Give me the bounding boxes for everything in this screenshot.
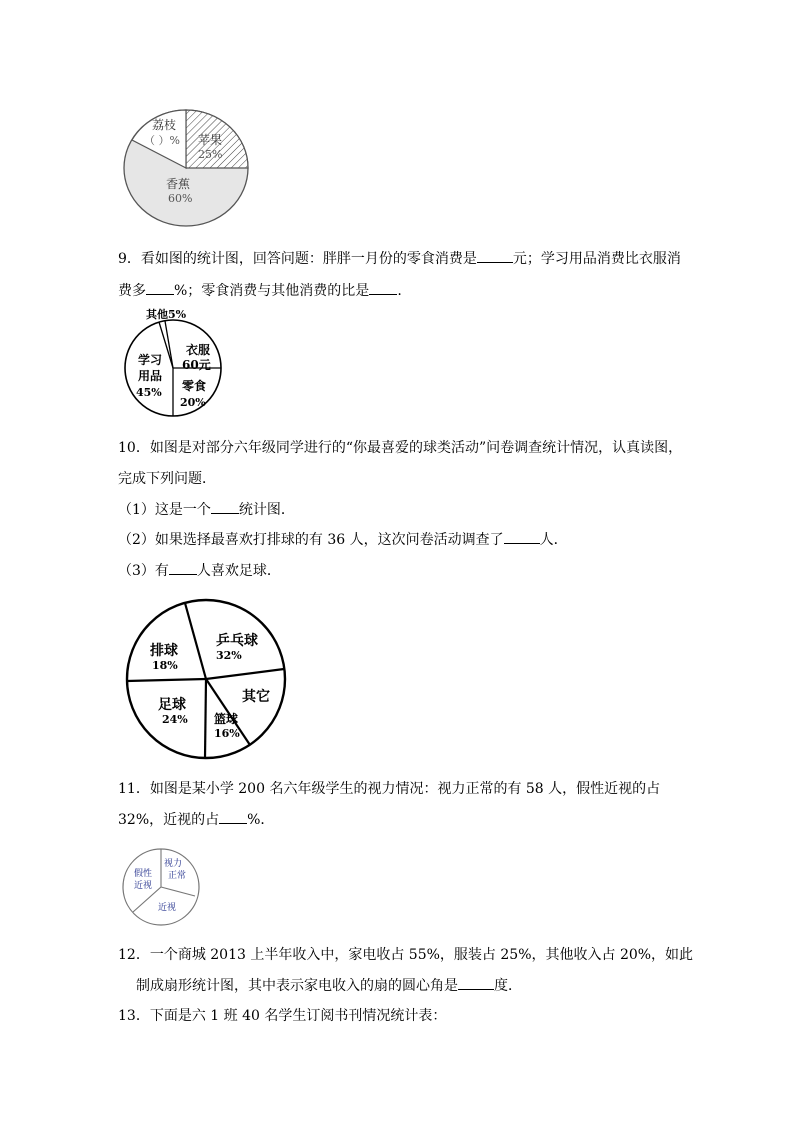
spending-value-snack: 20% [180,396,206,409]
spending-pie-chart [118,306,228,418]
vision-label-normal-2: 正常 [168,871,187,881]
spending-label-other: 其他5% [146,308,187,321]
q10-blank-2[interactable] [504,529,540,544]
fruit-value-lychee: （ ）% [144,134,180,147]
q9-blank-1[interactable] [477,248,513,263]
spending-label-study-1: 学习 [138,353,163,367]
vision-label-pseudo-2: 近视 [134,881,153,891]
fruit-label-lychee: 荔枝 [152,118,177,132]
fruit-label-banana: 香蕉 [166,177,191,191]
q9-number: 9． [118,251,141,267]
ball-label-other: 其它 [242,689,270,705]
q10-sub1: （1）这是一个 统计图． [118,499,295,520]
ball-pie-chart [122,595,290,763]
q11-number: 11． [118,781,150,797]
ball-label-pingpong: 乒乓球 [216,633,258,649]
q9-line1: 9．看如图的统计图，回答问题：胖胖一月份的零食消费是 元；学习用品消费比衣服消 [118,248,681,269]
ball-label-basketball: 篮球 [214,712,239,726]
q13-number: 13． [118,1008,150,1024]
q11-line1: 11．如图是某小学 200 名六年级学生的视力情况：视力正常的有 58 人，假性近视的占 [118,781,661,797]
fruit-value-apple: 25% [198,148,223,161]
ball-label-football: 足球 [158,697,186,713]
fruit-pie-chart [118,104,254,232]
spending-value-study: 45% [136,386,162,399]
vision-label-normal-1: 视力 [164,859,183,869]
q10-line2: 完成下列问题． [118,471,216,487]
vision-label-pseudo-1: 假性 [134,869,153,879]
q11-blank-1[interactable] [219,809,247,824]
fruit-label-apple: 苹果 [198,133,223,147]
ball-label-volleyball: 排球 [150,643,178,659]
q10-sub3: （3）有 人喜欢足球． [118,560,281,581]
q10-blank-3[interactable] [169,560,197,575]
spending-label-study-2: 用品 [138,369,163,383]
spending-value-clothes: 60元 [182,358,211,372]
vision-pie-chart [120,846,204,928]
q12-line2: 制成扇形统计图，其中表示家电收入的扇的圆心角是 度． [136,975,522,996]
spending-label-snack: 零食 [182,379,207,393]
fruit-value-banana: 60% [168,192,193,205]
ball-value-football: 24% [162,713,188,726]
q9-blank-3[interactable] [369,280,397,295]
q12-number: 12． [118,947,150,963]
q12-blank-1[interactable] [458,975,494,990]
q10-line1: 10．如图是对部分六年级同学进行的“你最喜爱的球类活动”问卷调查统计情况，认真读图， [118,440,683,456]
q11-line2: 32%，近视的占 %． [118,809,274,830]
vision-label-myopia: 近视 [158,903,177,913]
q10-number: 10． [118,440,150,456]
ball-value-volleyball: 18% [152,659,178,672]
q9-blank-2[interactable] [146,280,174,295]
ball-value-basketball: 16% [214,727,240,740]
q10-blank-1[interactable] [211,499,239,514]
spending-label-clothes: 衣服 [186,343,211,357]
q12-line1: 12．一个商城 2013 上半年收入中，家电收占 55%，服装占 25%，其他收入占 20%，如此 [118,947,694,963]
q9-line2: 费多 %；零食消费与其他消费的比是 . [118,280,402,301]
q10-sub2: （2）如果选择最喜欢打排球的有 36 人，这次问卷活动调查了 人． [118,529,568,550]
ball-value-pingpong: 32% [216,649,242,662]
q13-line1: 13．下面是六 1 班 40 名学生订阅书刊情况统计表： [118,1008,447,1024]
